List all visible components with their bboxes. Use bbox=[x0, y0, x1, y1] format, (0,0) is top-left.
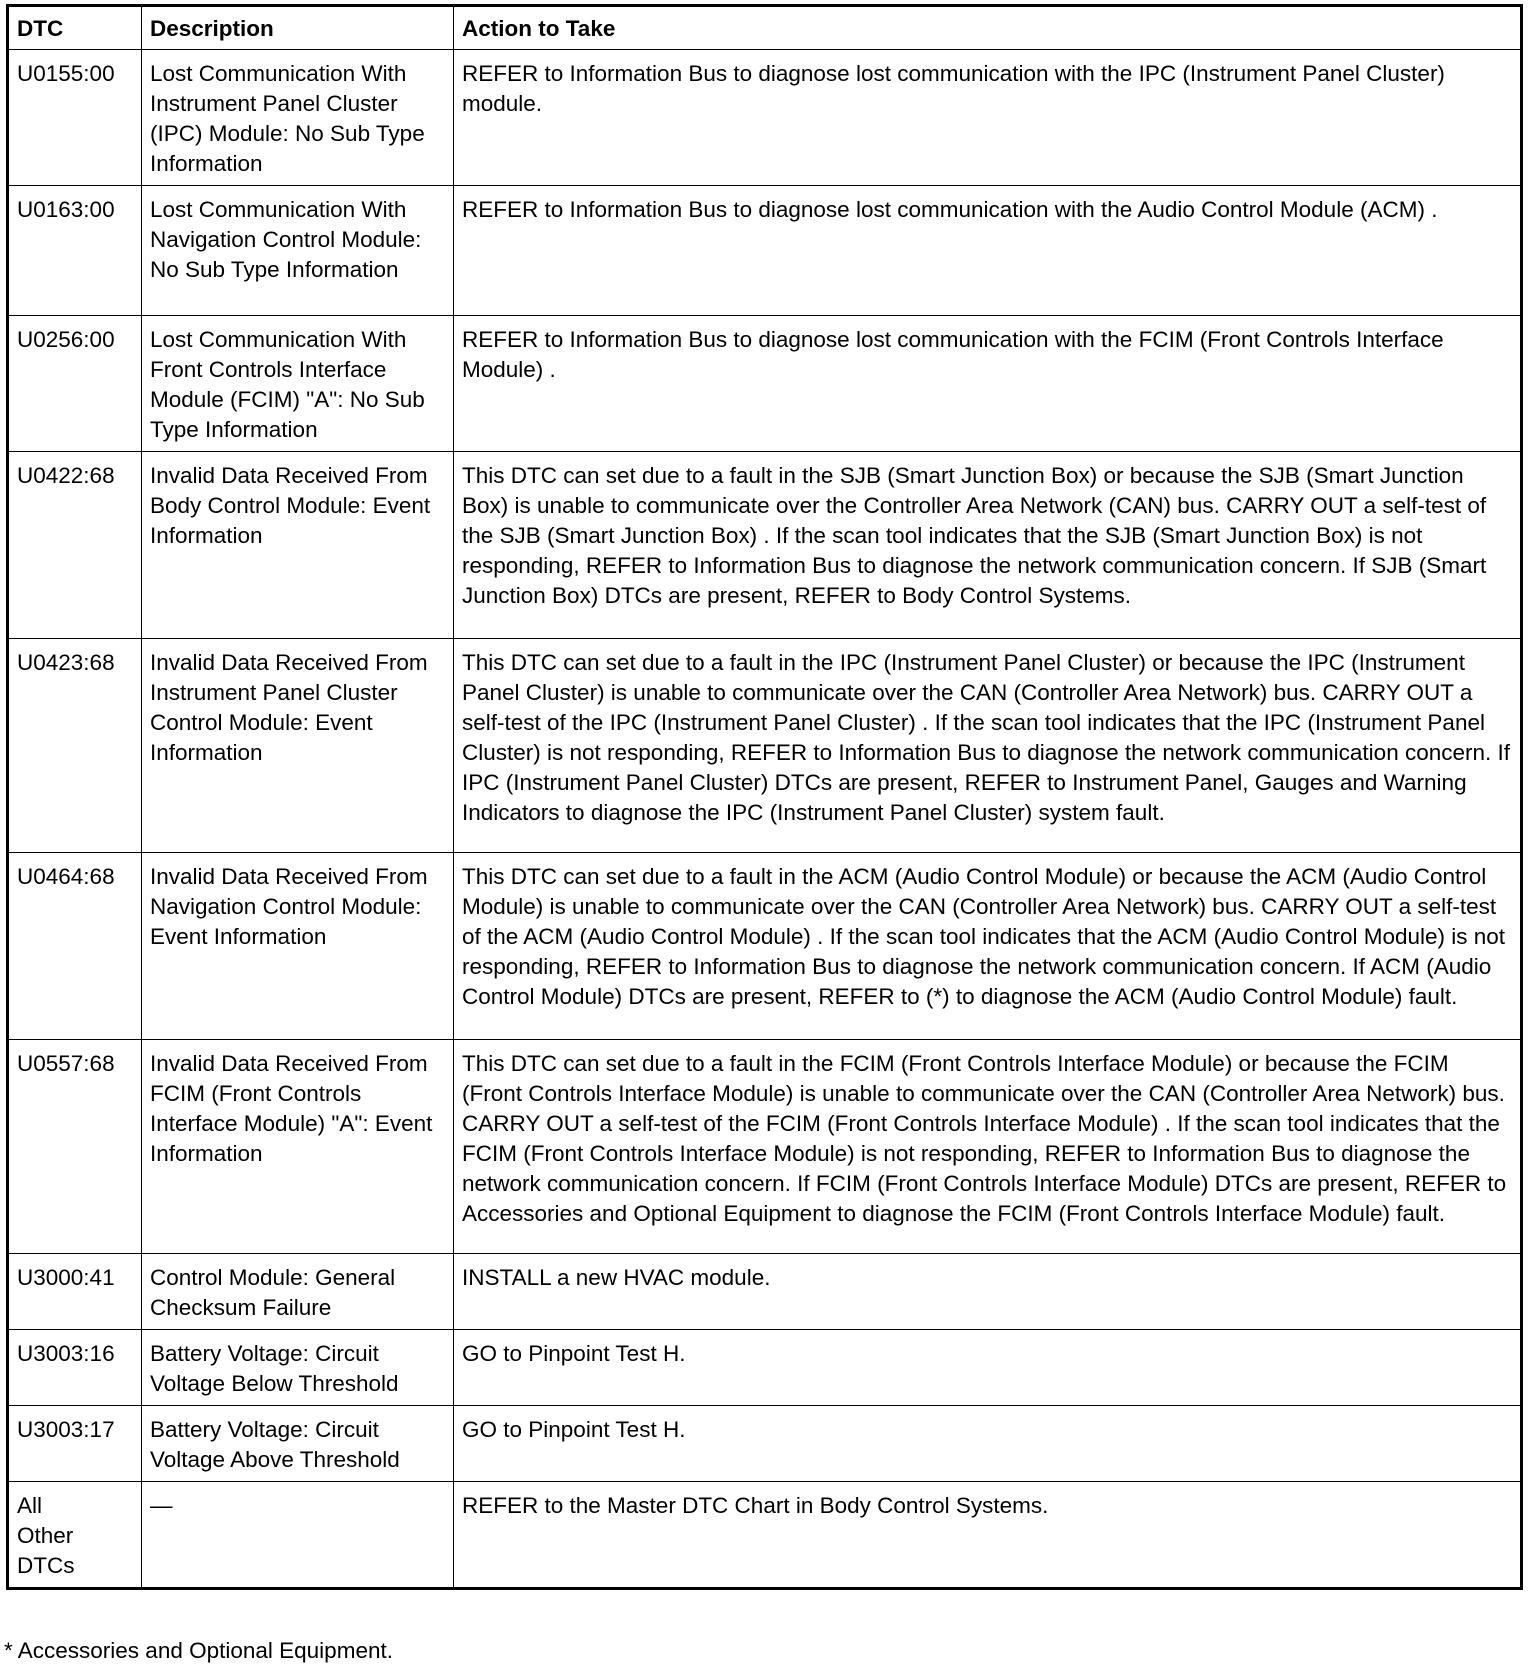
dtc-action: REFER to Information Bus to diagnose lost communication with the IPC (Instrument Panel Cluster) module. bbox=[454, 50, 1522, 186]
dtc-code: All Other DTCs bbox=[8, 1482, 142, 1589]
table-row bbox=[8, 316, 1522, 452]
dtc-code: U0423:68 bbox=[8, 639, 142, 853]
table-row bbox=[8, 50, 1522, 186]
dtc-action: This DTC can set due to a fault in the FCIM (Front Controls Interface Module) or because the FCIM (Front Controls Interface Module) is unable to communicate over the CAN (Controller Area Network) bus. CARRY OUT a self-test of the FCIM (Front Controls Interface Module) . If the scan tool indicates that the FCIM (Front Controls Interface Module) is not responding, REFER to Information Bus to diagnose the network communication concern. If FCIM (Front Controls Interface Module) DTCs are present, REFER to Accessories and Optional Equipment to diagnose the FCIM (Front Controls Interface Module) fault. bbox=[454, 1040, 1522, 1254]
dtc-action: INSTALL a new HVAC module. bbox=[454, 1254, 1522, 1330]
dtc-action: This DTC can set due to a fault in the ACM (Audio Control Module) or because the ACM (Audio Control Module) is unable to communicate over the CAN (Controller Area Network) bus. CARRY OUT a self-test of the ACM (Audio Control Module) . If the scan tool indicates that the ACM (Audio Control Module) is not responding, REFER to Information Bus to diagnose the network communication concern. If ACM (Audio Control Module) DTCs are present, REFER to (*) to diagnose the ACM (Audio Control Module) fault. bbox=[454, 853, 1522, 1040]
dtc-action: REFER to Information Bus to diagnose lost communication with the FCIM (Front Controls Interface Module) . bbox=[454, 316, 1522, 452]
dtc-table bbox=[6, 4, 1523, 1590]
dtc-description: Invalid Data Received From Navigation Control Module: Event Information bbox=[142, 853, 454, 1040]
table-row bbox=[8, 1040, 1522, 1254]
dtc-description: — bbox=[142, 1482, 454, 1589]
dtc-action: REFER to Information Bus to diagnose lost communication with the Audio Control Module (ACM) . bbox=[454, 186, 1522, 316]
dtc-action: GO to Pinpoint Test H. bbox=[454, 1330, 1522, 1406]
table-row bbox=[8, 452, 1522, 639]
dtc-description: Lost Communication With Navigation Control Module: No Sub Type Information bbox=[142, 186, 454, 316]
table-row bbox=[8, 1330, 1522, 1406]
table-row bbox=[8, 1406, 1522, 1482]
dtc-description: Invalid Data Received From Instrument Panel Cluster Control Module: Event Information bbox=[142, 639, 454, 853]
dtc-code: U0155:00 bbox=[8, 50, 142, 186]
header-row bbox=[8, 6, 1522, 50]
table-row bbox=[8, 186, 1522, 316]
dtc-action: This DTC can set due to a fault in the SJB (Smart Junction Box) or because the SJB (Smart Junction Box) is unable to communicate over the Controller Area Network (CAN) bus. CARRY OUT a self-test of the SJB (Smart Junction Box) . If the scan tool indicates that the SJB (Smart Junction Box) is not responding, REFER to Information Bus to diagnose the network communication concern. If SJB (Smart Junction Box) DTCs are present, REFER to Body Control Systems. bbox=[454, 452, 1522, 639]
dtc-description: Battery Voltage: Circuit Voltage Above Threshold bbox=[142, 1406, 454, 1482]
dtc-code: U0557:68 bbox=[8, 1040, 142, 1254]
dtc-description: Battery Voltage: Circuit Voltage Below Threshold bbox=[142, 1330, 454, 1406]
dtc-description: Invalid Data Received From Body Control Module: Event Information bbox=[142, 452, 454, 639]
table-row bbox=[8, 853, 1522, 1040]
dtc-description: Lost Communication With Instrument Panel Cluster (IPC) Module: No Sub Type Information bbox=[142, 50, 454, 186]
header-action: Action to Take bbox=[454, 6, 1522, 50]
dtc-description: Control Module: General Checksum Failure bbox=[142, 1254, 454, 1330]
dtc-code: U0256:00 bbox=[8, 316, 142, 452]
dtc-action: This DTC can set due to a fault in the IPC (Instrument Panel Cluster) or because the IPC (Instrument Panel Cluster) is unable to communicate over the CAN (Controller Area Network) bus. CARRY OUT a self-test of the IPC (Instrument Panel Cluster) . If the scan tool indicates that the IPC (Instrument Panel Cluster) is not responding, REFER to Information Bus to diagnose the network communication concern. If IPC (Instrument Panel Cluster) DTCs are present, REFER to Instrument Panel, Gauges and Warning Indicators to diagnose the IPC (Instrument Panel Cluster) system fault. bbox=[454, 639, 1522, 853]
dtc-table-container bbox=[6, 4, 1520, 1590]
dtc-code: U3003:17 bbox=[8, 1406, 142, 1482]
dtc-action: REFER to the Master DTC Chart in Body Control Systems. bbox=[454, 1482, 1522, 1589]
dtc-code: U0163:00 bbox=[8, 186, 142, 316]
dtc-action: GO to Pinpoint Test H. bbox=[454, 1406, 1522, 1482]
dtc-description: Invalid Data Received From FCIM (Front Controls Interface Module) "A": Event Information bbox=[142, 1040, 454, 1254]
dtc-code: U0464:68 bbox=[8, 853, 142, 1040]
dtc-code: U3003:16 bbox=[8, 1330, 142, 1406]
header-description: Description bbox=[142, 6, 454, 50]
dtc-description: Lost Communication With Front Controls Interface Module (FCIM) "A": No Sub Type Information bbox=[142, 316, 454, 452]
table-row bbox=[8, 1254, 1522, 1330]
dtc-code: U0422:68 bbox=[8, 452, 142, 639]
header-dtc: DTC bbox=[8, 6, 142, 50]
table-row bbox=[8, 639, 1522, 853]
footnote: * Accessories and Optional Equipment. bbox=[4, 1638, 393, 1663]
dtc-code: U3000:41 bbox=[8, 1254, 142, 1330]
table-row bbox=[8, 1482, 1522, 1589]
